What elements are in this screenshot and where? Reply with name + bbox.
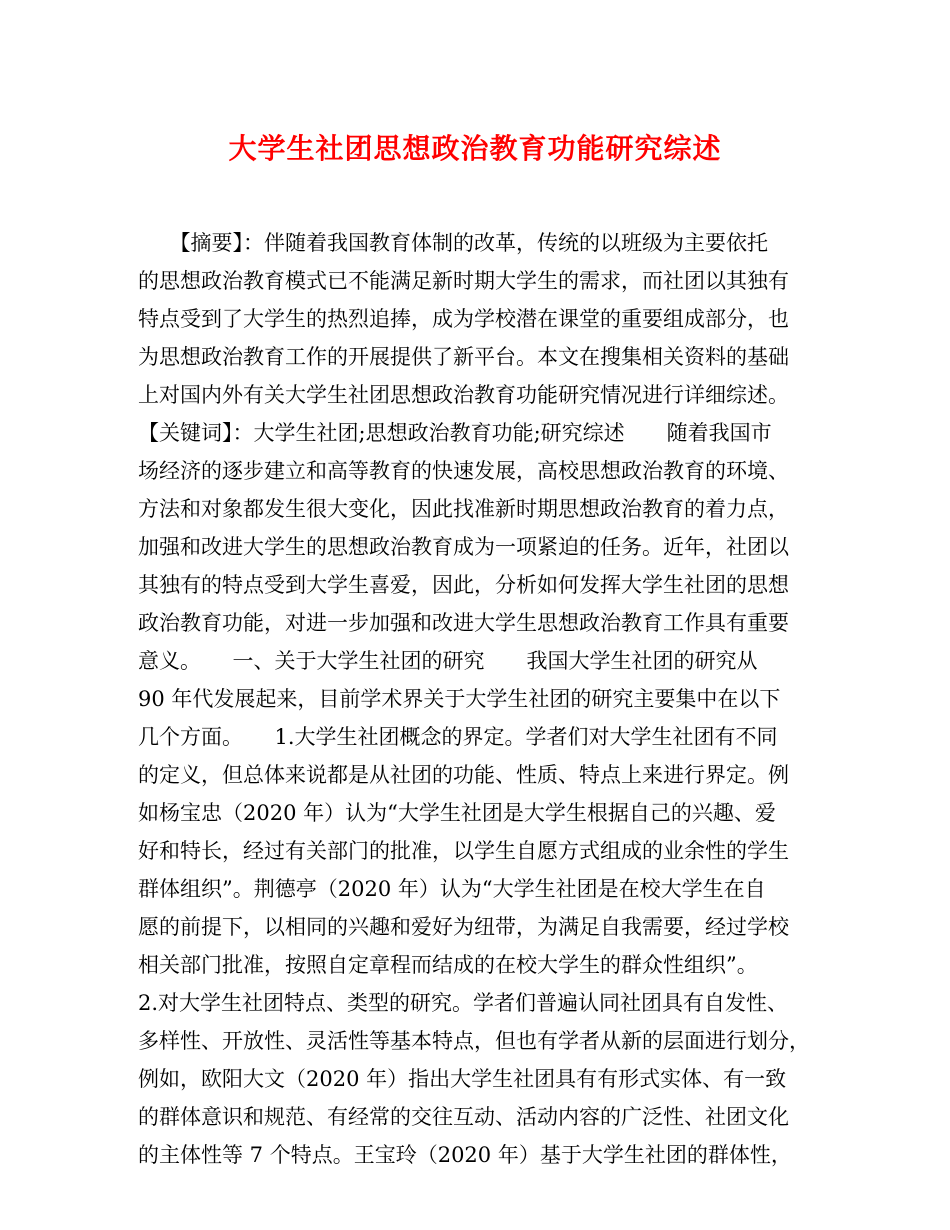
- text-line: 2.对大学生社团特点、类型的研究。学者们普遍认同社团具有自发性、: [138, 991, 789, 1015]
- document-title: 大学生社团思想政治教育功能研究综述: [228, 132, 722, 165]
- text-line: 几个方面。 1.大学生社团概念的界定。学者们对大学生社团有不同: [138, 725, 778, 749]
- text-line: 意义。 一、关于大学生社团的研究 我国大学生社团的研究从: [138, 649, 758, 673]
- text-line: 加强和改进大学生的思想政治教育成为一项紧迫的任务。近年，社团以: [138, 535, 789, 559]
- text-line: 如杨宝忠（2020 年）认为“大学生社团是大学生根据自己的兴趣、爱: [138, 801, 776, 825]
- text-line: 90 年代发展起来，目前学术界关于大学生社团的研究主要集中在以下: [138, 687, 781, 711]
- text-line: 场经济的逐步建立和高等教育的快速发展，高校思想政治教育的环境、: [138, 459, 789, 483]
- text-line: 特点受到了大学生的热烈追捧，成为学校潜在课堂的重要组成部分，也: [138, 307, 789, 331]
- text-line: 的主体性等 7 个特点。王宝玲（2020 年）基于大学生社团的群体性，: [138, 1143, 792, 1167]
- text-line: 的群体意识和规范、有经常的交往互动、活动内容的广泛性、社团文化: [138, 1105, 789, 1129]
- text-line: 愿的前提下，以相同的兴趣和爱好为纽带，为满足自我需要，经过学校: [138, 915, 789, 939]
- text-line: 群体组织”。荆德亭（2020 年）认为“大学生社团是在校大学生在自: [138, 877, 766, 901]
- text-line: 的定义，但总体来说都是从社团的功能、性质、特点上来进行界定。例: [138, 763, 789, 787]
- text-line: 好和特长，经过有关部门的批准，以学生自愿方式组成的业余性的学生: [138, 839, 789, 863]
- text-line: 的思想政治教育模式已不能满足新时期大学生的需求，而社团以其独有: [138, 269, 789, 293]
- text-line: 【摘要】：伴随着我国教育体制的改革，传统的以班级为主要依托: [138, 231, 768, 255]
- text-line: 上对国内外有关大学生社团思想政治教育功能研究情况进行详细综述。: [138, 383, 789, 407]
- text-line: 多样性、开放性、灵活性等基本特点，但也有学者从新的层面进行划分，: [138, 1029, 810, 1053]
- text-line: 其独有的特点受到大学生喜爱，因此，分析如何发挥大学生社团的思想: [138, 573, 789, 597]
- text-line: 例如，欧阳大文（2020 年）指出大学生社团具有有形式实体、有一致: [138, 1067, 787, 1091]
- text-line: 方法和对象都发生很大变化，因此找准新时期思想政治教育的着力点，: [138, 497, 789, 521]
- text-line: 政治教育功能，对进一步加强和改进大学生思想政治教育工作具有重要: [138, 611, 789, 635]
- text-line: 【关键词】：大学生社团;思想政治教育功能;研究综述 随着我国市: [138, 421, 772, 445]
- text-line: 相关部门批准，按照自定章程而结成的在校大学生的群众性组织”。: [138, 953, 758, 977]
- text-line: 为思想政治教育工作的开展提供了新平台。本文在搜集相关资料的基础: [138, 345, 789, 369]
- document-body: [138, 224, 814, 1174]
